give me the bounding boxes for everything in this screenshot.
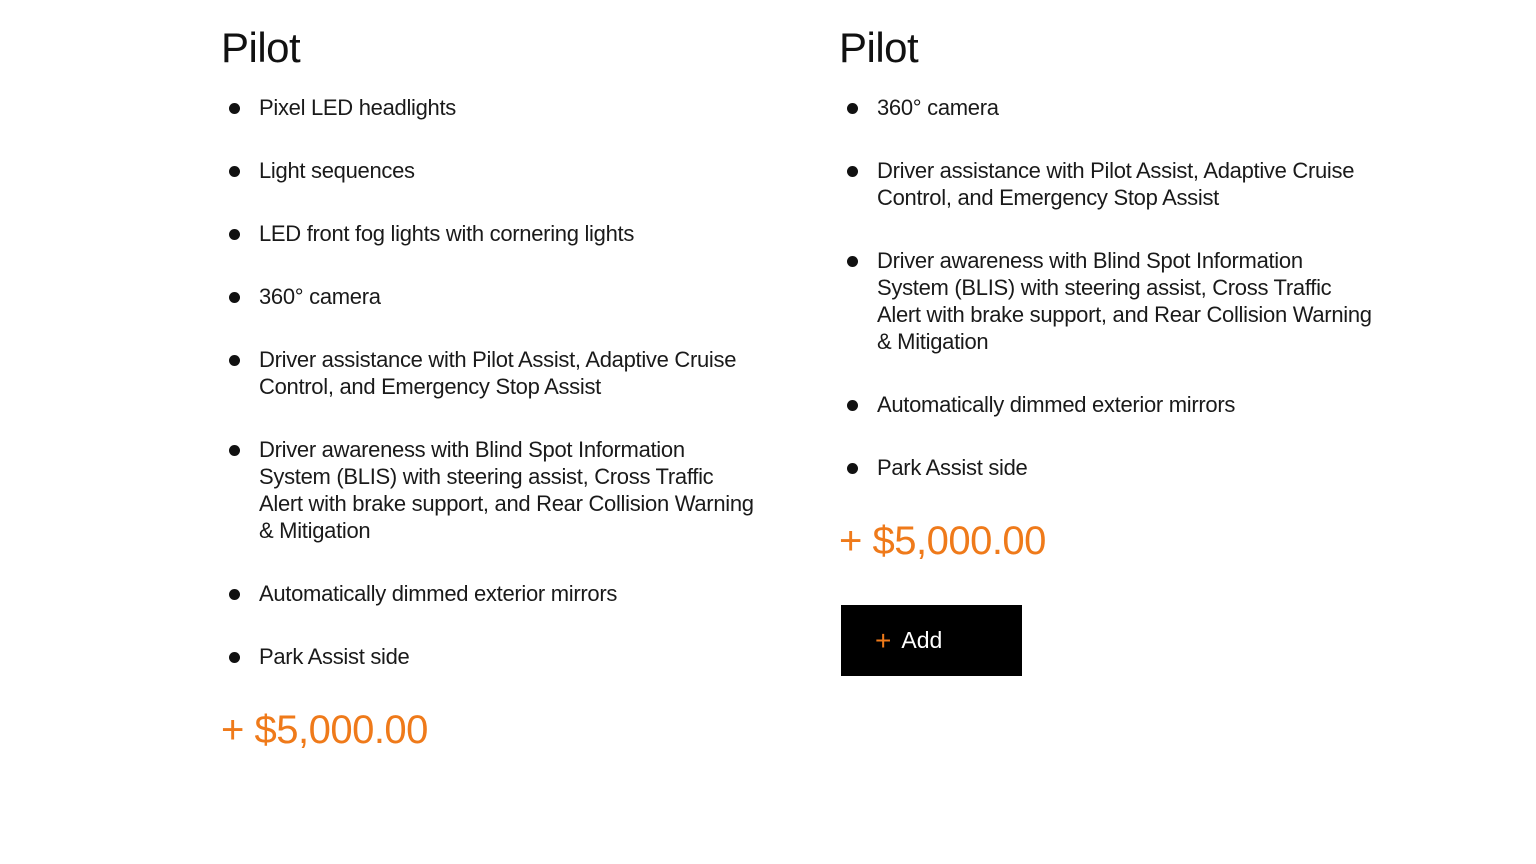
feature-item: 360° camera — [839, 94, 1379, 121]
package-price: + $5,000.00 — [221, 708, 428, 752]
feature-list — [221, 94, 761, 670]
feature-item: Driver awareness with Blind Spot Information System (BLIS) with steering assist, Cross Traffic Alert with brake support, and Rear Collision Warning & Mitigation — [221, 436, 761, 544]
feature-item: Light sequences — [221, 157, 761, 184]
feature-item: Park Assist side — [839, 454, 1379, 481]
feature-item: Driver assistance with Pilot Assist, Adaptive Cruise Control, and Emergency Stop Assist — [839, 157, 1379, 211]
plus-icon: + — [875, 624, 892, 656]
feature-item: LED front fog lights with cornering lights — [221, 220, 761, 247]
feature-list — [839, 94, 1379, 481]
package-card-left — [221, 20, 761, 754]
add-button-label: Add — [901, 627, 943, 653]
feature-item: Pixel LED headlights — [221, 94, 761, 121]
feature-item: Automatically dimmed exterior mirrors — [839, 391, 1379, 418]
package-title: Pilot — [839, 24, 919, 71]
feature-item: Driver awareness with Blind Spot Information System (BLIS) with steering assist, Cross Traffic Alert with brake support, and Rear Collision Warning & Mitigation — [839, 247, 1379, 355]
feature-item: Park Assist side — [221, 643, 761, 670]
add-package-button[interactable] — [841, 605, 1022, 676]
package-card-right — [839, 20, 1379, 676]
package-price: + $5,000.00 — [839, 519, 1046, 563]
package-title: Pilot — [221, 24, 301, 71]
feature-item: Driver assistance with Pilot Assist, Adaptive Cruise Control, and Emergency Stop Assist — [221, 346, 761, 400]
feature-item: 360° camera — [221, 283, 761, 310]
feature-item: Automatically dimmed exterior mirrors — [221, 580, 761, 607]
